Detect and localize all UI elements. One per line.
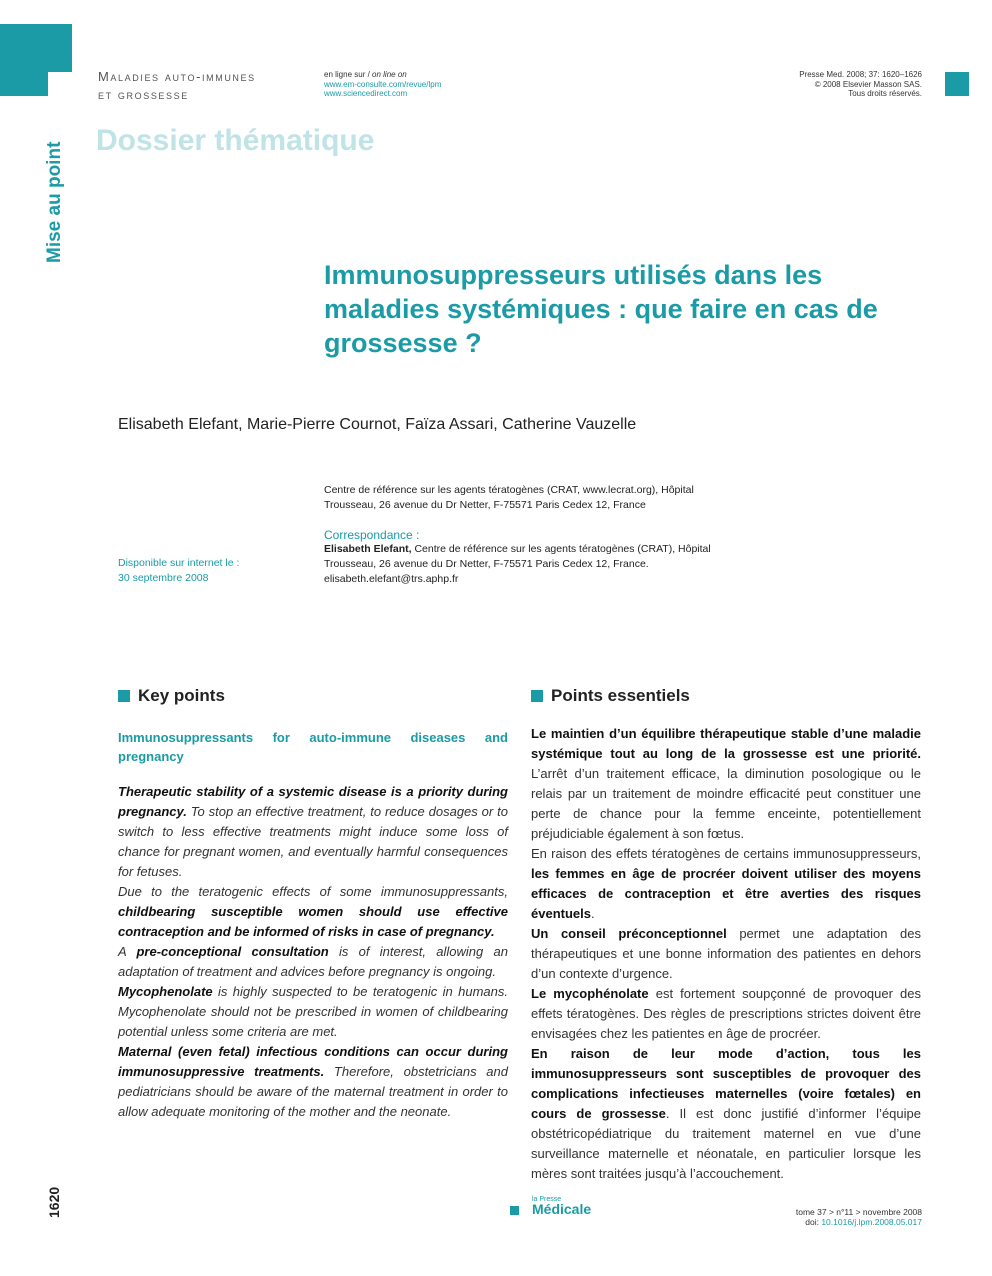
- kp1-text: To stop an effective treatment, to reduce dosages or to switch to less effective treatments might induce some loss of chance for pregnant women, and eventually harmful consequences for fetuses.: [118, 804, 508, 879]
- availability-label: Disponible sur internet le :: [118, 557, 240, 569]
- key-points-body: [118, 782, 508, 1122]
- key-point-2: [118, 882, 508, 942]
- ref-line3: Tous droits réservés.: [848, 89, 922, 98]
- online-prefix: en ligne sur /: [324, 70, 373, 79]
- online-italic: on line on: [372, 70, 407, 79]
- pe2-bold: les femmes en âge de procréer doivent utiliser des moyens efficaces de contraception et être averties des risques éventuels: [531, 866, 921, 921]
- correspondance: [324, 542, 744, 587]
- square-bullet-icon: [118, 690, 130, 702]
- point-essentiel-3: [531, 924, 921, 984]
- availability: [118, 556, 239, 586]
- correspondance-address: Centre de référence sur les agents tératogènes (CRAT), Hôpital Trousseau, 26 avenue du Dr Netter, F-75571 Paris Cedex 12, France.: [324, 543, 711, 570]
- kp3-b: is of interest, allowing an adaptation of treatment and advices before pregnancy is ongoing.: [118, 944, 508, 979]
- rubric-line1: Maladies auto-immunes: [98, 69, 256, 84]
- point-essentiel-5: [531, 1044, 921, 1184]
- kp2-bold: childbearing susceptible women should use effective contraception and be informed of risks in case of pregnancy.: [118, 904, 508, 939]
- correspondance-email[interactable]: elisabeth.elefant@trs.aphp.fr: [324, 573, 459, 585]
- pe2-text: En raison des effets tératogènes de certains immunosuppresseurs,: [531, 846, 921, 861]
- kp3-bold: pre-conceptional consultation: [136, 944, 329, 959]
- logo-small-text: la Presse: [532, 1196, 562, 1203]
- kp3-a: A: [118, 944, 137, 959]
- corner-notch: [48, 72, 72, 96]
- pe4-text: est fortement soupçonné de provoquer des effets tératogènes. Des règles de prescriptions strictes doivent être envisagées chez les patientes en âge de procréer.: [531, 986, 921, 1041]
- kp5-bold: Maternal (even fetal) infectious conditions can occur during immunosuppressive treatments.: [118, 1044, 508, 1079]
- pe1-bold: Le maintien d’un équilibre thérapeutique stable d’une maladie systémique tout au long de la grossesse est une priorité.: [531, 726, 921, 761]
- journal-reference: [799, 70, 922, 99]
- key-point-4: [118, 982, 508, 1042]
- point-essentiel-2: [531, 844, 921, 924]
- point-essentiel-1: [531, 724, 921, 844]
- doi-link[interactable]: 10.1016/j.lpm.2008.05.017: [821, 1217, 922, 1227]
- doi-label: doi:: [805, 1217, 822, 1227]
- ref-line2: © 2008 Elsevier Masson SAS.: [814, 79, 922, 89]
- logo-big-text: Médicale: [532, 1201, 592, 1217]
- correspondance-name: Elisabeth Elefant,: [324, 543, 412, 555]
- online-info: [324, 70, 441, 99]
- ref-line1: Presse Med. 2008; 37: 1620–1626: [799, 70, 922, 79]
- pe5-text: . Il est donc justifié d’informer l’équipe obstétricopédiatrique du traitement maternel en vue d’une surveillance maternelle et néonatale, en particulier lorsque les mères sont traitées jusqu’à l’accouchement.: [531, 1106, 921, 1181]
- pe3-bold: Un conseil préconceptionnel: [531, 926, 727, 941]
- points-essentiels-body: [531, 724, 921, 1184]
- pe2-end: .: [590, 906, 595, 921]
- kp2-text: Due to the teratogenic effects of some immunosuppressants,: [118, 884, 508, 899]
- rubric-line2: et grossesse: [98, 87, 189, 102]
- kp4-bold: Mycophenolate: [118, 984, 213, 999]
- key-point-5: [118, 1042, 508, 1122]
- pe3-text: permet une adaptation des thérapeutiques et une bonne information des patientes en dehors d’un contexte d’urgence.: [531, 926, 921, 981]
- rubric: [98, 68, 256, 104]
- dossier-heading: Dossier thématique: [96, 124, 375, 157]
- pe1-text: L’arrêt d’un traitement efficace, la diminution posologique ou le relais par un traitement de moindre efficacité peut constituer une perte de chance pour la femme enceinte, potentiellement préjudiciable également à son fœtus.: [531, 766, 921, 841]
- key-point-1: [118, 782, 508, 882]
- corner-block-right: [945, 72, 969, 96]
- logo-square-icon: [510, 1206, 519, 1215]
- key-points-heading-text: Key points: [138, 686, 225, 705]
- kp5-text: Therefore, obstetricians and pediatricians should be aware of the maternal treatment in order to allow adequate monitoring of the mother and the neonate.: [118, 1064, 508, 1119]
- points-essentiels-heading-text: Points essentiels: [551, 686, 690, 705]
- correspondance-heading: Correspondance :: [324, 528, 420, 542]
- kp1-bold: Therapeutic stability of a systemic disease is a priority during pregnancy.: [118, 784, 508, 819]
- issue-info: [796, 1207, 922, 1227]
- online-link-emconsulte[interactable]: www.em-consulte.com/revue/lpm: [324, 79, 442, 89]
- point-essentiel-4: [531, 984, 921, 1044]
- points-essentiels-heading: [531, 686, 690, 706]
- page-number: [40, 1180, 70, 1220]
- pe4-bold: Le mycophénolate: [531, 986, 649, 1001]
- article-title: Immunosuppresseurs utilisés dans les maladies systémiques : que faire en cas de grossesse ?: [324, 260, 878, 358]
- online-link-sciencedirect[interactable]: www.sciencedirect.com: [324, 89, 408, 98]
- square-bullet-icon: [531, 690, 543, 702]
- key-point-3: [118, 942, 508, 982]
- key-points-heading: [118, 686, 225, 706]
- sidebar-label-text: Mise au point: [44, 141, 65, 263]
- availability-date: 30 septembre 2008: [118, 572, 209, 584]
- issue-line: tome 37 > n°11 > novembre 2008: [795, 1207, 922, 1217]
- kp4-text: is highly suspected to be teratogenic in humans. Mycophenolate should not be prescribed in women of childbearing potential unless some criteria are met.: [118, 984, 508, 1039]
- affiliation: Centre de référence sur les agents tératogènes (CRAT, www.lecrat.org), Hôpital Trousseau, 26 avenue du Dr Netter, F-75571 Paris Cedex 12, France: [324, 484, 694, 511]
- article-authors: Elisabeth Elefant, Marie-Pierre Cournot, Faïza Assari, Catherine Vauzelle: [118, 416, 637, 433]
- sidebar-label: [36, 130, 76, 265]
- key-points-subheading: Immunosuppressants for auto-immune diseases and pregnancy: [118, 730, 508, 764]
- page-number-text: 1620: [46, 1186, 62, 1218]
- pe5-bold: En raison de leur mode d’action, tous les immunosuppresseurs sont susceptibles de provoquer des complications infectieuses maternelles (voire fœtales) en cours de grossesse: [531, 1046, 921, 1121]
